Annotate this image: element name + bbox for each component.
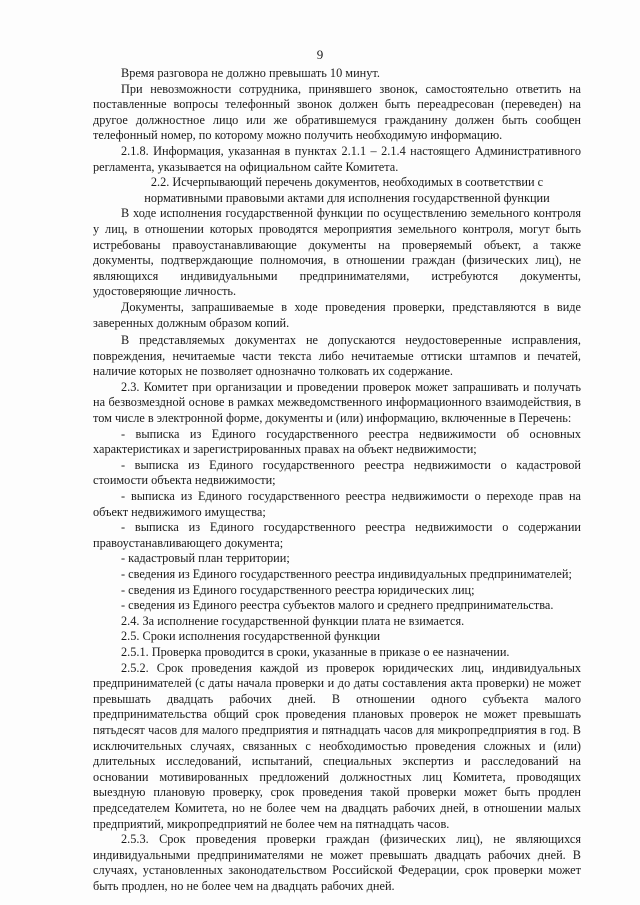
page-number: 9 [316, 47, 324, 62]
paragraph-call-duration: Время разговора не должно превышать 10 минут. [121, 66, 380, 80]
list-item-extract-title-document: - выписка из Единого государственного реестра недвижимости о содержании правоустанавливающего документа; [93, 520, 581, 550]
list-item-extract-cadastral-value: - выписка из Единого государственного реестра недвижимости о кадастровой стоимости объекта недвижимости; [93, 457, 581, 488]
paragraph-2-5-2: 2.5.2. Срок проведения каждой из проверок юридических лиц, индивидуальных предпринимателей (с даты начала проверки и до даты составления акта проверки) не может превышать двадцать рабочих дней. В отношении одного субъекта малого предпринимательства общий срок проведения плановых проверок не может превышать пятьдесят часов для малого предприятия и пятнадцать часов для микропредприятия в год. В исключительных случаях, связанных с необходимостью проведения сложных и (или) длительных исследований, испытаний, специальных экспертиз и расследований на основании мотивированных предложений должностных лиц Комитета, проводящих выездную плановую проверку, срок проведения такой проверки может быть продлен председателем Комитета, но не более чем на двадцать рабочих дней, в отношении малых предприятий, микропредприятий не более чем на пятнадцать часов. [93, 660, 581, 831]
list-item-extract-rights-transfer: - выписка из Единого государственного реестра недвижимости о переходе прав на объект недвижимого имущества; [93, 489, 581, 519]
list-item-entrepreneurs-register: - сведения из Единого государственного реестра индивидуальных предпринимателей; [121, 567, 572, 581]
paragraph-certified-copies: Документы, запрашиваемые в ходе проведения проверки, представляются в виде заверенных должным образом копий. [93, 299, 581, 330]
paragraph-2-5-3: 2.5.3. Срок проведения проверки граждан (физических лиц), не являющихся индивидуальными предпринимателями не может превышать двадцать рабочих дней. В случаях, установленных законодательством Российской Федерации, срок проверки может быть продлен, но не более чем на двадцать рабочих дней. [93, 832, 581, 893]
paragraph-2-3: 2.3. Комитет при организации и проведении проверок может запрашивать и получать на безвозмездной основе в рамках межведомственного информационного взаимодействия, в том числе в электронной форме, документы и (или) информацию, включенные в Перечень: [93, 379, 581, 426]
paragraph-call-redirect: При невозможности сотрудника, принявшего звонок, самостоятельно ответить на поставленные вопросы телефонный звонок должен быть переадресован (переведен) на другое должностное лицо или же обратившемуся гражданину должен быть сообщен телефонный номер, по которому можно получить необходимую информацию. [93, 81, 581, 143]
paragraph-2-5-1: 2.5.1. Проверка проводится в сроки, указанные в приказе о ее назначении. [121, 644, 510, 659]
paragraph-2-4: 2.4. За исполнение государственной функции плата не взимается. [121, 613, 465, 628]
list-item-sme-register: - сведения из Единого реестра субъектов малого и среднего предпринимательства. [121, 598, 554, 613]
list-item-legal-entities-register: - сведения из Единого государственного реестра юридических лиц; [121, 582, 475, 597]
section-heading-2-2: 2.2. Исчерпывающий перечень документов, необходимых в соответствии с нормативными правовыми актами для исполнения государственной функции [144, 175, 550, 205]
section-heading-2-5: 2.5. Сроки исполнения государственной функции [121, 629, 381, 644]
paragraph-land-control-documents: В ходе исполнения государственной функции по осуществлению земельного контроля у лиц, в отношении которых проводятся мероприятия земельного контроля, могут быть истребованы правоустанавливающие документы на проверяемый объект, а также документы, подтверждающие полномочия, в отношении граждан (физических лиц), не являющихся индивидуальными предпринимателями, истребуются документы, удостоверяющие личность. [93, 206, 581, 299]
paragraph-2-1-8: 2.1.8. Информация, указанная в пунктах 2.1.1 – 2.1.4 настоящего Административного регламента, указывается на официальном сайте Комитета. [93, 143, 581, 174]
list-item-extract-characteristics: - выписка из Единого государственного реестра недвижимости об основных характеристиках и зарегистрированных правах на объект недвижимости; [93, 426, 581, 457]
list-item-cadastral-plan: - кадастровый план территории; [121, 551, 290, 566]
paragraph-document-corrections: В представляемых документах не допускаются неудостоверенные исправления, повреждения, нечитаемые части текста либо нечитаемые оттиски штампов и печатей, наличие которых не позволяет однозначно толковать их содержание. [93, 333, 581, 379]
document-body [93, 66, 581, 894]
